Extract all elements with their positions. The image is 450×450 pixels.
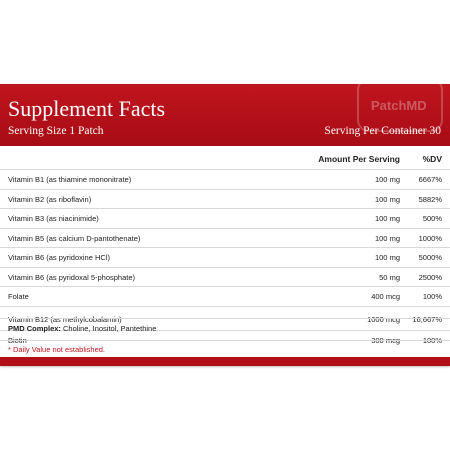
nutrient-name: Folate <box>8 292 29 301</box>
nutrient-row <box>0 247 450 267</box>
nutrient-row <box>0 228 450 248</box>
patchmd-logo <box>357 84 443 132</box>
nutrient-dv: 5882% <box>418 194 442 204</box>
nutrient-dv: 5000% <box>418 253 442 262</box>
nutrient-amount: 100 mg <box>374 175 400 184</box>
pmd-complex-label: PMD Complex: <box>8 324 61 333</box>
nutrient-amount: 400 mcg <box>371 292 400 301</box>
amount-column-header: Amount Per Serving <box>318 154 400 164</box>
panel-title: Supplement Facts <box>8 96 166 121</box>
nutrient-name: Biotin <box>8 335 27 345</box>
nutrient-row <box>0 267 450 287</box>
nutrient-amount: 100 mg <box>374 214 400 223</box>
nutrient-dv: 100% <box>422 335 442 345</box>
nutrient-amount: 100 mg <box>374 194 400 204</box>
nutrient-dv: 2500% <box>418 272 442 282</box>
nutrient-dv: 6667% <box>418 175 442 184</box>
nutrient-amount: 100 mg <box>374 233 400 243</box>
pmd-complex-ingredients: Choline, Inositol, Pantethine <box>60 324 157 333</box>
nutrient-name: Vitamin B5 (as calcium D-pantothenate) <box>8 233 141 243</box>
nutrient-dv: 1000% <box>418 233 442 243</box>
daily-value-footnote: * Daily Value not established. <box>8 345 106 354</box>
nutrient-row <box>0 208 450 228</box>
dv-column-header: %DV <box>422 154 442 164</box>
footnote-row <box>0 340 450 358</box>
serving-per-container: Serving Per Container 30 <box>324 125 441 137</box>
nutrient-name: Vitamin B6 (as pyridoxal 5-phosphate) <box>8 272 136 282</box>
nutrient-dv: 16,667% <box>412 314 442 324</box>
nutrient-dv: 500% <box>422 214 442 223</box>
nutrient-name: Vitamin B1 (as thiamine mononitrate) <box>8 175 132 184</box>
nutrient-row <box>0 169 450 189</box>
pmd-complex-row <box>0 318 450 341</box>
nutrient-amount: 300 mcg <box>371 335 400 345</box>
nutrient-row <box>0 189 450 209</box>
bottom-accent-bar <box>0 357 450 366</box>
nutrient-amount: 100 mg <box>374 253 400 262</box>
nutrient-amount: 1000 mcg <box>367 314 400 324</box>
nutrient-name: Vitamin B12 (as methylcobalamin) <box>8 314 122 324</box>
logo-text: PatchMD <box>371 98 427 113</box>
nutrient-dv: 100% <box>422 292 442 301</box>
nutrient-name: Vitamin B6 (as pyridoxine HCl) <box>8 253 110 262</box>
nutrient-amount: 50 mg <box>379 272 400 282</box>
supplement-facts-header <box>0 84 450 146</box>
serving-size: Serving Size 1 Patch <box>8 125 104 137</box>
column-header-row <box>0 146 450 169</box>
nutrient-name: Vitamin B2 (as riboflavin) <box>8 194 92 204</box>
nutrient-name: Vitamin B3 (as niacinimide) <box>8 214 99 223</box>
nutrient-row <box>0 286 450 306</box>
